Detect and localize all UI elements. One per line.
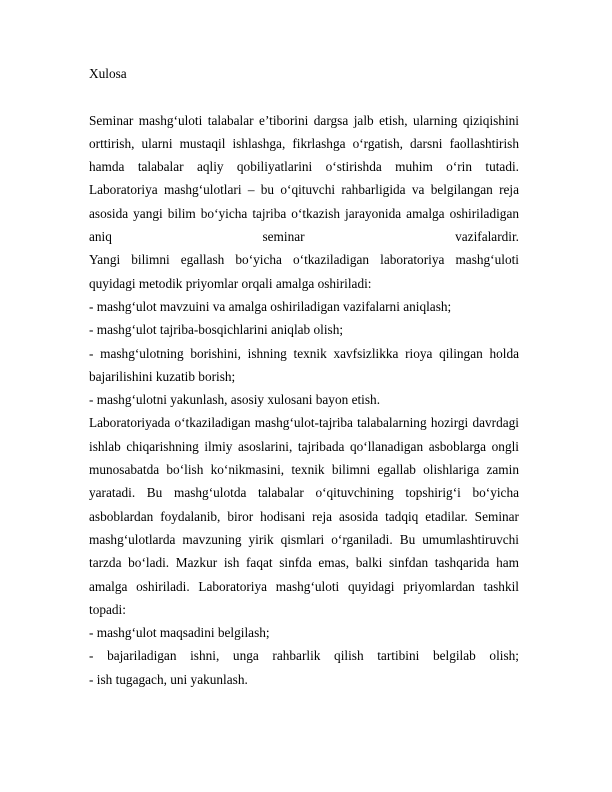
paragraph-seminar: Seminar mashg‘uloti talabalar e’tiborini dargsa jalb etish, ularning qiziqishini orttirish, ularni mustaqil ishlashga, fikrlashga o‘rgatish, darsni faollashtirish hamda talabalar aqliy qobiliyatlarini o‘stirishda muhim o‘rin tutadi. Laboratoriya mashg‘ulotlari – bu o‘qituvchi rahbarligida va belgilangan reja asosida yangi bilim bo‘yicha tajriba o‘tkazish jarayonida amalga oshiriladigan aniq seminar vazifalardir.	[89, 112, 519, 245]
list-item: - ish tugagach, uni yakunlash.	[89, 671, 248, 687]
paragraph-laboratory-practice: Laboratoriyada o‘tkaziladigan mashg‘ulot-tajriba talabalarning hozirgi davrdagi ishlab chiqarishning ilmiy asoslarini, tajribada qo‘llanadigan asboblarga ongli munosabatda bo‘lish ko‘nikmasini, texnik bilimni egallab olishlariga zamin yaratadi. Bu mashg‘ulotda talabalar o‘qituvchining topshirig‘i bo‘yicha asboblardan foydalanib, biror hodisani reja asosida tadqiq etadilar. Seminar mashg‘ulotlarda mavzuning yirik qismlari o‘rganiladi. Bu umumlashtiruvchi tarzda bo‘ladi. Mazkur ish faqat sinfda emas, balki sinfdan tashqarida ham amalga oshiriladi. Laboratoriya mashg‘uloti quyidagi priyomlardan tashkil topadi:	[89, 415, 519, 617]
document-title: Xulosa	[89, 66, 127, 81]
list-item: - mashg‘ulot tajriba-bosqichlarini aniqlab olish;	[89, 322, 344, 338]
paragraph-laboratory-intro: Yangi bilimni egallash bo‘yicha o‘tkaziladigan laboratoriya mashg‘uloti	[89, 252, 519, 268]
paragraph-laboratory-intro-tail: quyidagi metodik priyomlar orqali amalga oshiriladi:	[89, 275, 372, 291]
list-item: - mashg‘ulotni yakunlash, asosiy xulosani bayon etish.	[89, 392, 381, 408]
document-page	[89, 62, 519, 691]
list-item: - bajariladigan ishni, unga rahbarlik qilish tartibini belgilab olish;	[89, 648, 519, 664]
list-item: - mashg‘ulotning borishini, ishning texnik xavfsizlikka rioya qilingan holda bajarilishini kuzatib borish;	[89, 345, 519, 384]
list-item-purpose: - mashg‘ulot maqsadini belgilash;	[89, 625, 270, 641]
list-item: - mashg‘ulot mavzuini va amalga oshiriladigan vazifalarni aniqlash;	[89, 298, 452, 314]
